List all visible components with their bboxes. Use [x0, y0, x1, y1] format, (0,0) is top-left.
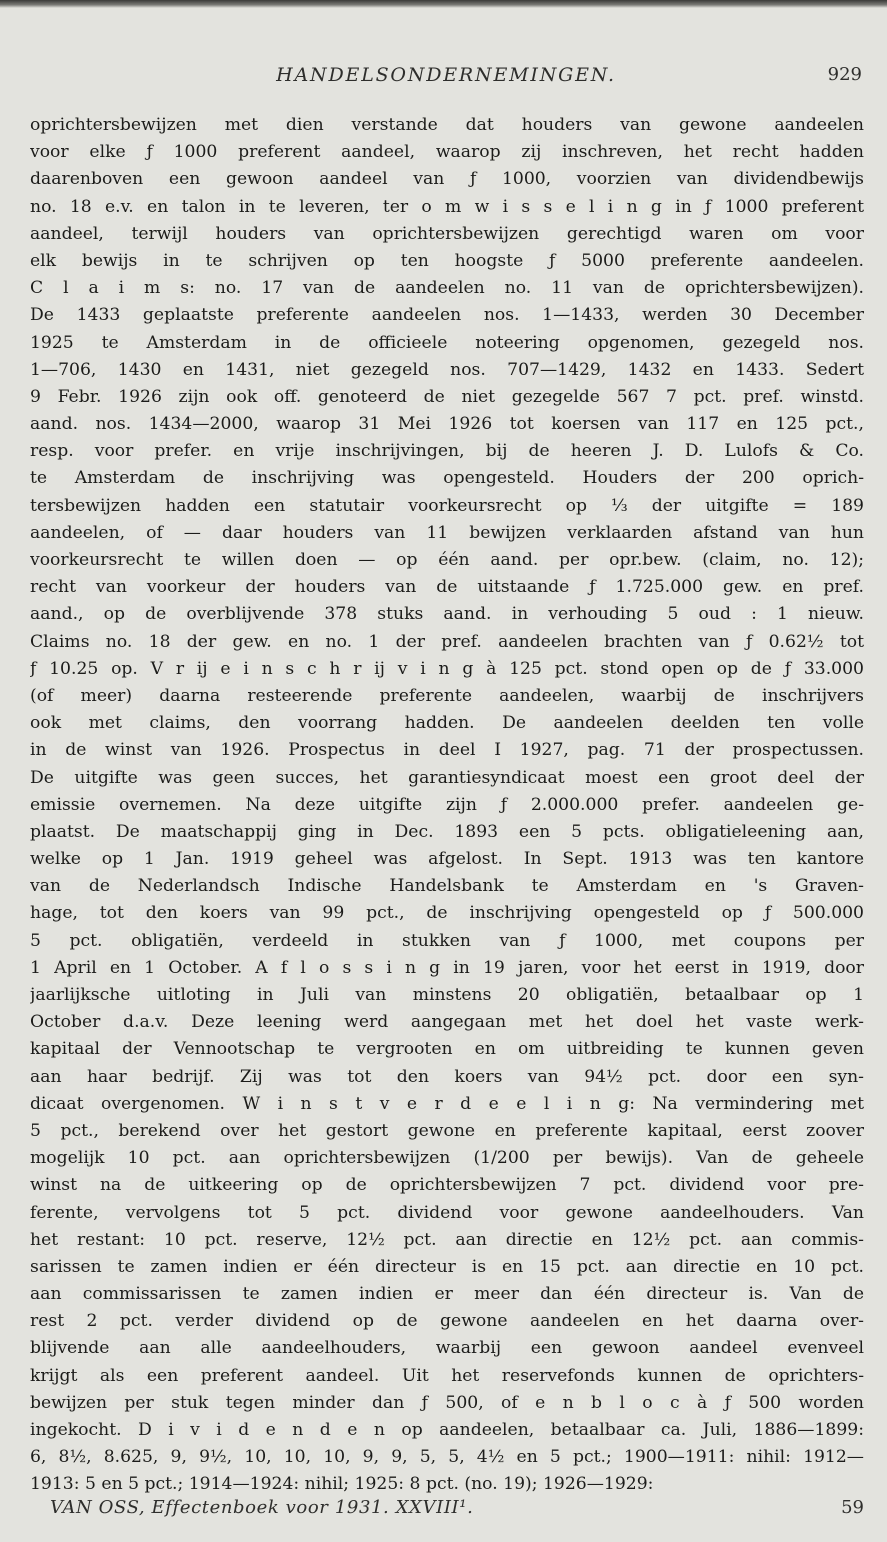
text-line: voor elke ƒ 1000 preferent aandeel, waarop zij inschreven, het recht hadden [30, 142, 864, 163]
text-line: jaarlijksche uitloting in Juli van minstens 20 obligatiën, betaalbaar op 1 [30, 985, 864, 1005]
text-line: 1925 te Amsterdam in de officieele noteering opgenomen, gezegeld nos. [30, 332, 864, 353]
text-line: C l a i m s: no. 17 van de aandeelen no. 11 van de oprichtersbewijzen). [30, 278, 864, 299]
text-line: ferente, vervolgens tot 5 pct. dividend voor gewone aandeelhouders. Van [30, 1202, 864, 1223]
text-line: sarissen te zamen indien er één directeur is en 15 pct. aan directie en 10 pct. [30, 1256, 864, 1277]
text-line: recht van voorkeur der houders van de uitstaande ƒ 1.725.000 gew. en pref. [30, 577, 864, 598]
text-line: (of meer) daarna resteerende preferente aandeelen, waarbij de inschrijvers [30, 685, 864, 706]
text-line: ingekocht. D i v i d e n d e n op aandeelen, betaalbaar ca. Juli, 1886—1899: [30, 1420, 864, 1440]
page-number: 929 [827, 64, 862, 85]
text-line: De 1433 geplaatste preferente aandeelen nos. 1—1433, werden 30 December [30, 305, 864, 326]
text-line: blijvende aan alle aandeelhouders, waarbij een gewoon aandeel evenveel [30, 1338, 864, 1359]
text-line: winst na de uitkeering op de oprichtersbewijzen 7 pct. dividend voor pre- [30, 1175, 864, 1196]
text-line: no. 18 e.v. en talon in te leveren, ter o m w i s s e l i n g in ƒ 1000 preferent [30, 196, 864, 217]
text-line: aand. nos. 1434—2000, waarop 31 Mei 1926 tot koersen van 117 en 125 pct., [30, 414, 864, 435]
text-line: Claims no. 18 der gew. en no. 1 der pref. aandeelen brachten van ƒ 0.62½ tot [30, 631, 864, 652]
text-line: 9 Febr. 1926 zijn ook off. genoteerd de niet gezegelde 567 7 pct. pref. winstd. [30, 386, 864, 407]
text-line: resp. voor prefer. en vrije inschrijvingen, bij de heeren J. D. Lulofs & Co. [30, 441, 864, 462]
text-line: oprichtersbewijzen met dien verstande dat houders van gewone aandeelen [30, 115, 864, 135]
page-footer [50, 1497, 864, 1525]
text-line: plaatst. De maatschappij ging in Dec. 1893 een 5 pcts. obligatieleening aan, [30, 821, 864, 842]
text-line: bewijzen per stuk tegen minder dan ƒ 500, of e n b l o c à ƒ 500 worden [30, 1392, 864, 1413]
text-line: tersbewijzen hadden een statutair voorkeursrecht op ⅓ der uitgifte = 189 [30, 495, 864, 516]
text-line: dicaat overgenomen. W i n s t v e r d e e l i n g: Na vermindering met [30, 1093, 864, 1114]
text-line: ook met claims, den voorrang hadden. De aandeelen deelden ten volle [30, 713, 864, 734]
text-line: 5 pct., berekend over het gestort gewone en preferente kapitaal, eerst zoover [30, 1120, 864, 1141]
text-line: hage, tot den koers van 99 pct., de inschrijving opengesteld op ƒ 500.000 [30, 903, 864, 924]
running-head [30, 64, 862, 90]
text-line: kapitaal der Vennootschap te vergrooten en om uitbreiding te kunnen geven [30, 1039, 864, 1060]
text-line: in de winst van 1926. Prospectus in deel I 1927, pag. 71 der prospectussen. [30, 740, 864, 761]
footer-signature-number: 59 [841, 1497, 864, 1518]
text-line: 1—706, 1430 en 1431, niet gezegeld nos. 707—1429, 1432 en 1433. Sedert [30, 359, 864, 380]
text-line: voorkeursrecht te willen doen — op één aand. per opr.bew. (claim, no. 12); [30, 550, 864, 570]
text-line: welke op 1 Jan. 1919 geheel was afgelost. In Sept. 1913 was ten kantore [30, 849, 864, 870]
text-line: 6, 8½, 8.625, 9, 9½, 10, 10, 10, 9, 9, 5, 5, 4½ en 5 pct.; 1900—1911: nihil: 1912— [30, 1447, 864, 1468]
text-line: rest 2 pct. verder dividend op de gewone aandeelen en het daarna over- [30, 1311, 864, 1332]
text-line: daarenboven een gewoon aandeel van ƒ 1000, voorzien van dividendbewijs [30, 169, 864, 190]
running-title: HANDELSONDERNEMINGEN. [276, 64, 616, 86]
text-line: elk bewijs in te schrijven op ten hoogste ƒ 5000 preferente aandeelen. [30, 250, 864, 271]
text-line: van de Nederlandsch Indische Handelsbank te Amsterdam en 's Graven- [30, 876, 864, 897]
text-line: ƒ 10.25 op. V r ij e i n s c h r ij v i n g à 125 pct. stond open op de ƒ 33.000 [30, 658, 864, 679]
text-line: te Amsterdam de inschrijving was opengesteld. Houders der 200 oprich- [30, 468, 864, 489]
body-text [30, 112, 864, 1499]
text-line: 1913: 5 en 5 pct.; 1914—1924: nihil; 1925: 8 pct. (no. 19); 1926—1929: [30, 1474, 654, 1495]
text-line: aan haar bedrijf. Zij was tot den koers van 94½ pct. door een syn- [30, 1066, 864, 1087]
text-line: aandeel, terwijl houders van oprichtersbewijzen gerechtigd waren om voor [30, 223, 864, 244]
text-line: October d.a.v. Deze leening werd aangegaan met het doel het vaste werk- [30, 1012, 864, 1033]
text-line: aan commissarissen te zamen indien er meer dan één directeur is. Van de [30, 1284, 864, 1305]
text-line: aand., op de overblijvende 378 stuks aand. in verhouding 5 oud : 1 nieuw. [30, 604, 864, 625]
text-line: De uitgifte was geen succes, het garantiesyndicaat moest een groot deel der [30, 767, 864, 788]
text-line: aandeelen, of — daar houders van 11 bewijzen verklaarden afstand van hun [30, 522, 864, 543]
text-line: 1 April en 1 October. A f l o s s i n g in 19 jaren, voor het eerst in 1919, door [30, 957, 864, 978]
text-line: het restant: 10 pct. reserve, 12½ pct. aan directie en 12½ pct. aan commis- [30, 1229, 864, 1250]
text-line: 5 pct. obligatiën, verdeeld in stukken van ƒ 1000, met coupons per [30, 930, 864, 951]
footer-imprint: VAN OSS, Effectenboek voor 1931. XXVIII¹. [50, 1497, 474, 1518]
text-line: emissie overnemen. Na deze uitgifte zijn ƒ 2.000.000 prefer. aandeelen ge- [30, 794, 864, 815]
text-line: krijgt als een preferent aandeel. Uit het reservefonds kunnen de oprichters- [30, 1365, 864, 1386]
text-line: mogelijk 10 pct. aan oprichtersbewijzen (1/200 per bewijs). Van de geheele [30, 1148, 864, 1169]
